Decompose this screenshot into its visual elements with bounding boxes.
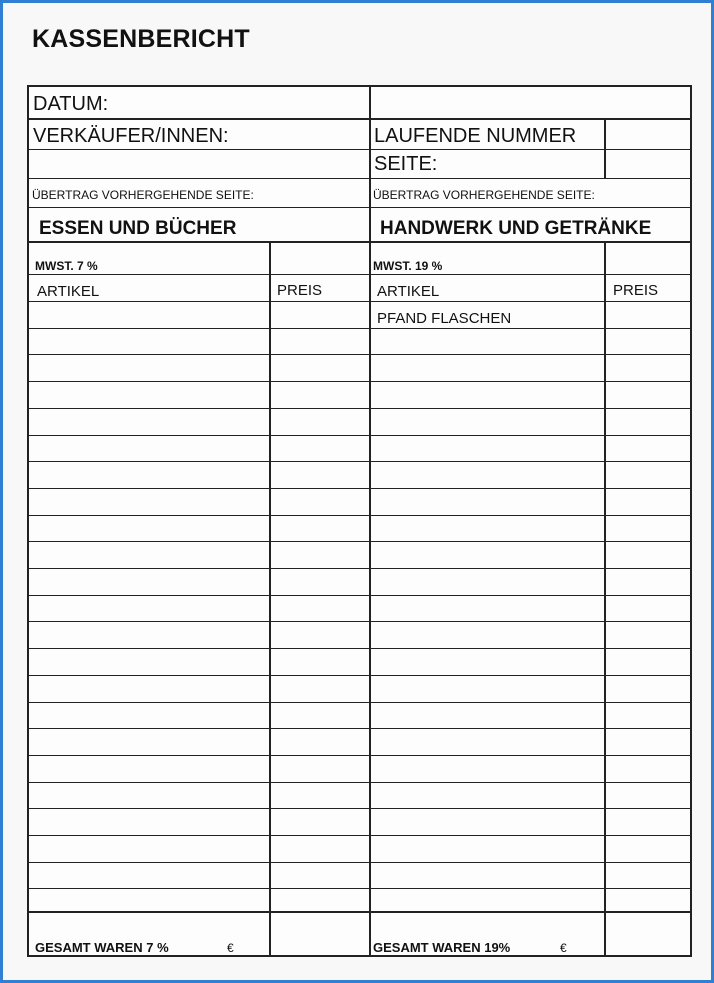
grid-line: [604, 241, 606, 274]
verkaeufer-label: VERKÄUFER/INNEN:: [33, 125, 229, 147]
table-row-line: [29, 301, 690, 302]
table-row-line: [29, 568, 690, 569]
grid-line: [269, 241, 271, 274]
table-row-line: [29, 595, 690, 596]
table-row-line: [29, 488, 690, 489]
cash-report-form: [27, 85, 692, 957]
grid-line: [369, 87, 371, 274]
table-row-line: [29, 808, 690, 809]
grid-line: [29, 241, 690, 243]
page-title: KASSENBERICHT: [32, 25, 250, 53]
table-row-line: [29, 675, 690, 676]
col-preis-right: PREIS: [613, 282, 659, 299]
table-row-line: [29, 435, 690, 436]
total-row-line: [29, 911, 690, 913]
table-row-line: [29, 755, 690, 756]
mwst-19-label: MWST. 19 %: [373, 259, 443, 273]
preis-column-line-right: [604, 274, 606, 955]
table-row-line: [29, 862, 690, 863]
item-pfand-flaschen: PFAND FLASCHEN: [377, 310, 512, 327]
table-row-line: [29, 408, 690, 409]
section-heading-essen: ESSEN UND BÜCHER: [39, 218, 237, 239]
table-row-line: [29, 621, 690, 622]
grid-line: [29, 118, 690, 120]
grid-line: [604, 118, 606, 178]
table-row-line: [29, 515, 690, 516]
table-row-line: [29, 648, 690, 649]
mwst-7-label: MWST. 7 %: [35, 259, 98, 273]
seite-label: SEITE:: [374, 153, 438, 175]
section-heading-handwerk: HANDWERK UND GETRÄNKE: [380, 218, 652, 239]
section-divider-line: [369, 274, 371, 955]
col-preis-left: PREIS: [277, 282, 323, 299]
table-row-line: [29, 888, 690, 889]
table-row-line: [29, 354, 690, 355]
table-row-line: [29, 728, 690, 729]
table-row-line: [29, 541, 690, 542]
table-row-line: [29, 381, 690, 382]
grid-line: [29, 274, 690, 275]
uebertrag-left-label: ÜBERTRAG VORHERGEHENDE SEITE:: [32, 188, 254, 202]
euro-sign-left: €: [227, 941, 234, 955]
laufende-nummer-label: LAUFENDE NUMMER: [374, 125, 577, 147]
datum-label: DATUM:: [33, 93, 109, 115]
col-artikel-left: ARTIKEL: [37, 283, 100, 300]
grid-line: [29, 178, 690, 179]
table-row-line: [29, 782, 690, 783]
uebertrag-right-label: ÜBERTRAG VORHERGEHENDE SEITE:: [373, 188, 595, 202]
euro-sign-right: €: [560, 941, 567, 955]
grid-line: [29, 149, 690, 150]
table-row-line: [29, 702, 690, 703]
table-row-line: [29, 461, 690, 462]
col-artikel-right: ARTIKEL: [377, 283, 440, 300]
total-19-label: GESAMT WAREN 19%: [373, 940, 511, 955]
table-row-line: [29, 835, 690, 836]
grid-line: [29, 207, 690, 208]
preis-column-line-left: [269, 274, 271, 955]
total-7-label: GESAMT WAREN 7 %: [35, 940, 169, 955]
table-row-line: [29, 328, 690, 329]
